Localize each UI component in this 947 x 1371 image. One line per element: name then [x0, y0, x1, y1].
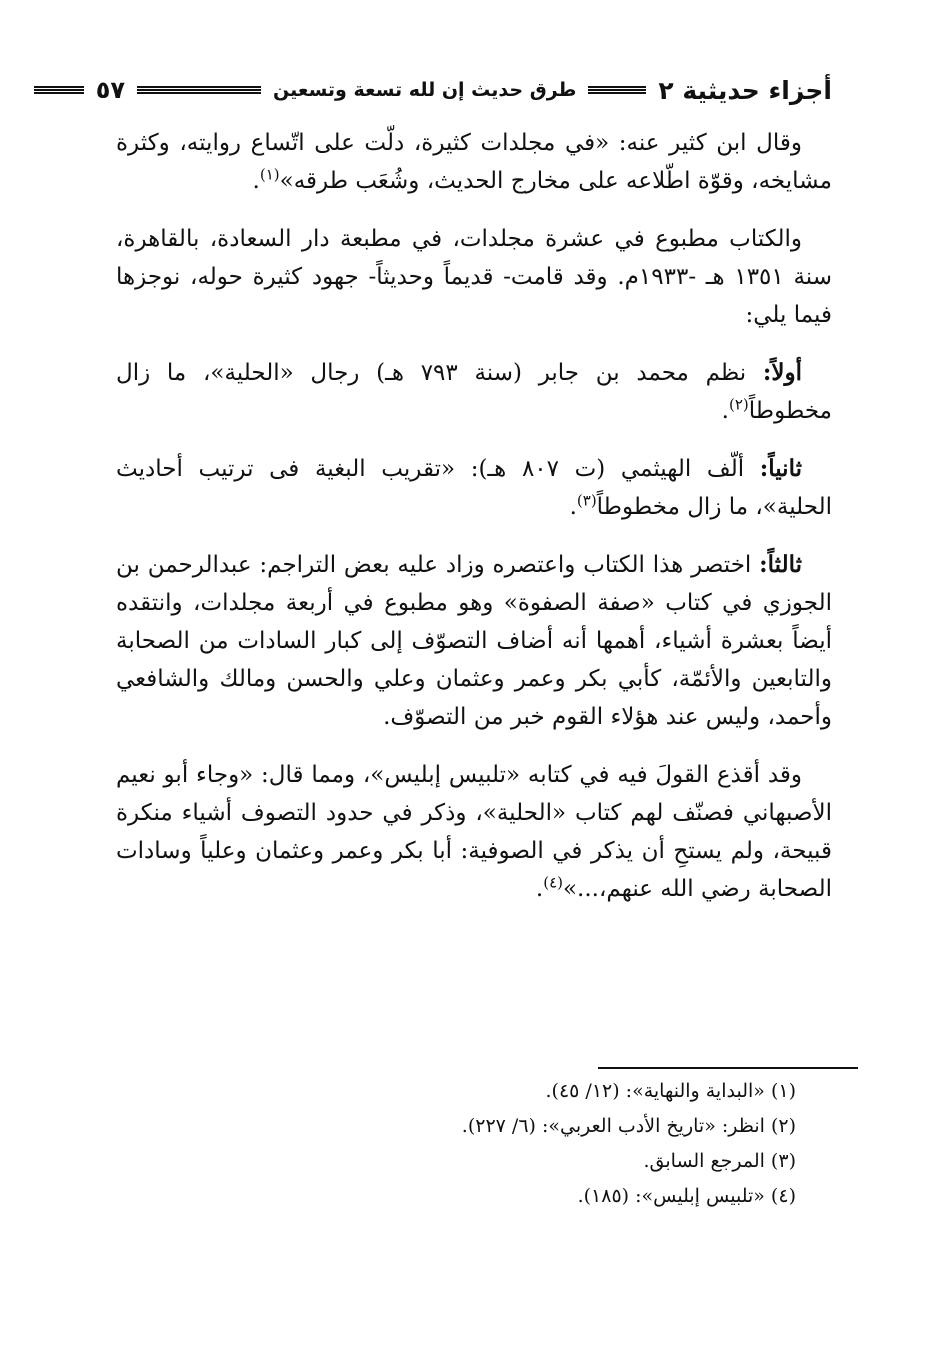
paragraph-tail: . — [535, 876, 544, 902]
footnote: (٢) انظر: «تاريخ الأدب العربي»: (٦/ ٢٢٧). — [461, 1115, 796, 1137]
paragraph-text: والكتاب مطبوع في عشرة مجلدات، في مطبعة دار السعادة، بالقاهرة، سنة ١٣٥١ هـ -١٩٣٣م. وقد قامت- قديماً وحديثاً- جهود كثيرة حوله، نوجزها فيما يلي: — [116, 226, 832, 328]
footnote-ref: (٢) — [728, 395, 749, 414]
paragraph-text: نظم محمد بن جابر (سنة ٧٩٣ هـ) رجال «الحلية»، ما زال مخطوطاً — [116, 360, 832, 424]
paragraph-text: وقال ابن كثير عنه: «في مجلدات كثيرة، دلّت على اتّساع روايته، وكثرة مشايخه، وقوّة اطّلاعه على مخارج الحديث، وشُعَب طرقه» — [116, 130, 832, 194]
footnote-separator — [598, 1067, 858, 1069]
paragraph — [116, 546, 832, 736]
chapter-title: طرق حديث إن لله تسعة وتسعين — [273, 79, 577, 101]
paragraph-text: وقد أقذع القولَ فيه في كتابه «تلبيس إبليس»، ومما قال: «وجاء أبو نعيم الأصبهاني فصنّف لهم كتاب «الحلية»، وذكر في حدود التصوف أشياء منكرة قبيحة، ولم يستحِ أن يذكر في الصوفية: أبا بكر وعمر وعثمان وعلياً وسادات الصحابة رضي الله عنهم،...» — [116, 762, 832, 902]
paragraph-label: أولاً: — [762, 359, 802, 386]
paragraph-text: اختصر هذا الكتاب واعتصره وزاد عليه بعض التراجم: عبدالرحمن بن الجوزي في كتاب «صفة الصفوة» وهو مطبوع في أربعة مجلدات، وانتقده أيضاً بعشرة أشياء، أهمها أنه أضاف التصوّف إلى كبار السادات من الصحابة والتابعين والأئمّة، كأبي بكر وعمر وعثمان وعلي والحسن ومالك والشافعي وأحمد، وليس عند هؤلاء القوم خبر من التصوّف. — [116, 552, 832, 730]
main-text — [116, 124, 832, 928]
footnote: (١) «البداية والنهاية»: (١٢/ ٤٥). — [545, 1080, 796, 1102]
header-rule — [34, 86, 84, 95]
running-header — [95, 72, 832, 108]
paragraph-text: ألّف الهيثمي (ت ٨٠٧ هـ): «تقريب البغية فى ترتيب أحاديث الحلية»، ما زال مخطوطاً — [116, 456, 832, 520]
header-rule — [137, 86, 261, 95]
footnote: (٣) المرجع السابق. — [643, 1150, 796, 1172]
footnote-ref: (٣) — [576, 491, 597, 510]
paragraph-tail: . — [252, 168, 260, 194]
footnote-ref: (٤) — [543, 873, 563, 892]
header-rule — [588, 86, 646, 95]
page-number: ٥٧ — [95, 76, 125, 104]
paragraph — [116, 450, 832, 526]
paragraph-label: ثالثاً: — [759, 551, 802, 578]
paragraph — [116, 220, 832, 334]
footnote-ref: (١) — [259, 165, 280, 184]
paragraph-tail: . — [569, 494, 577, 520]
paragraph — [116, 124, 832, 200]
footnote: (٤) «تلبيس إبليس»: (١٨٥). — [577, 1185, 796, 1207]
paragraph-label: ثانياً: — [759, 455, 802, 482]
footnotes — [116, 1080, 796, 1220]
paragraph-tail: . — [721, 398, 729, 424]
book-title: أجزاء حديثية ٢ — [658, 75, 832, 105]
paragraph — [116, 354, 832, 430]
paragraph — [116, 756, 832, 908]
